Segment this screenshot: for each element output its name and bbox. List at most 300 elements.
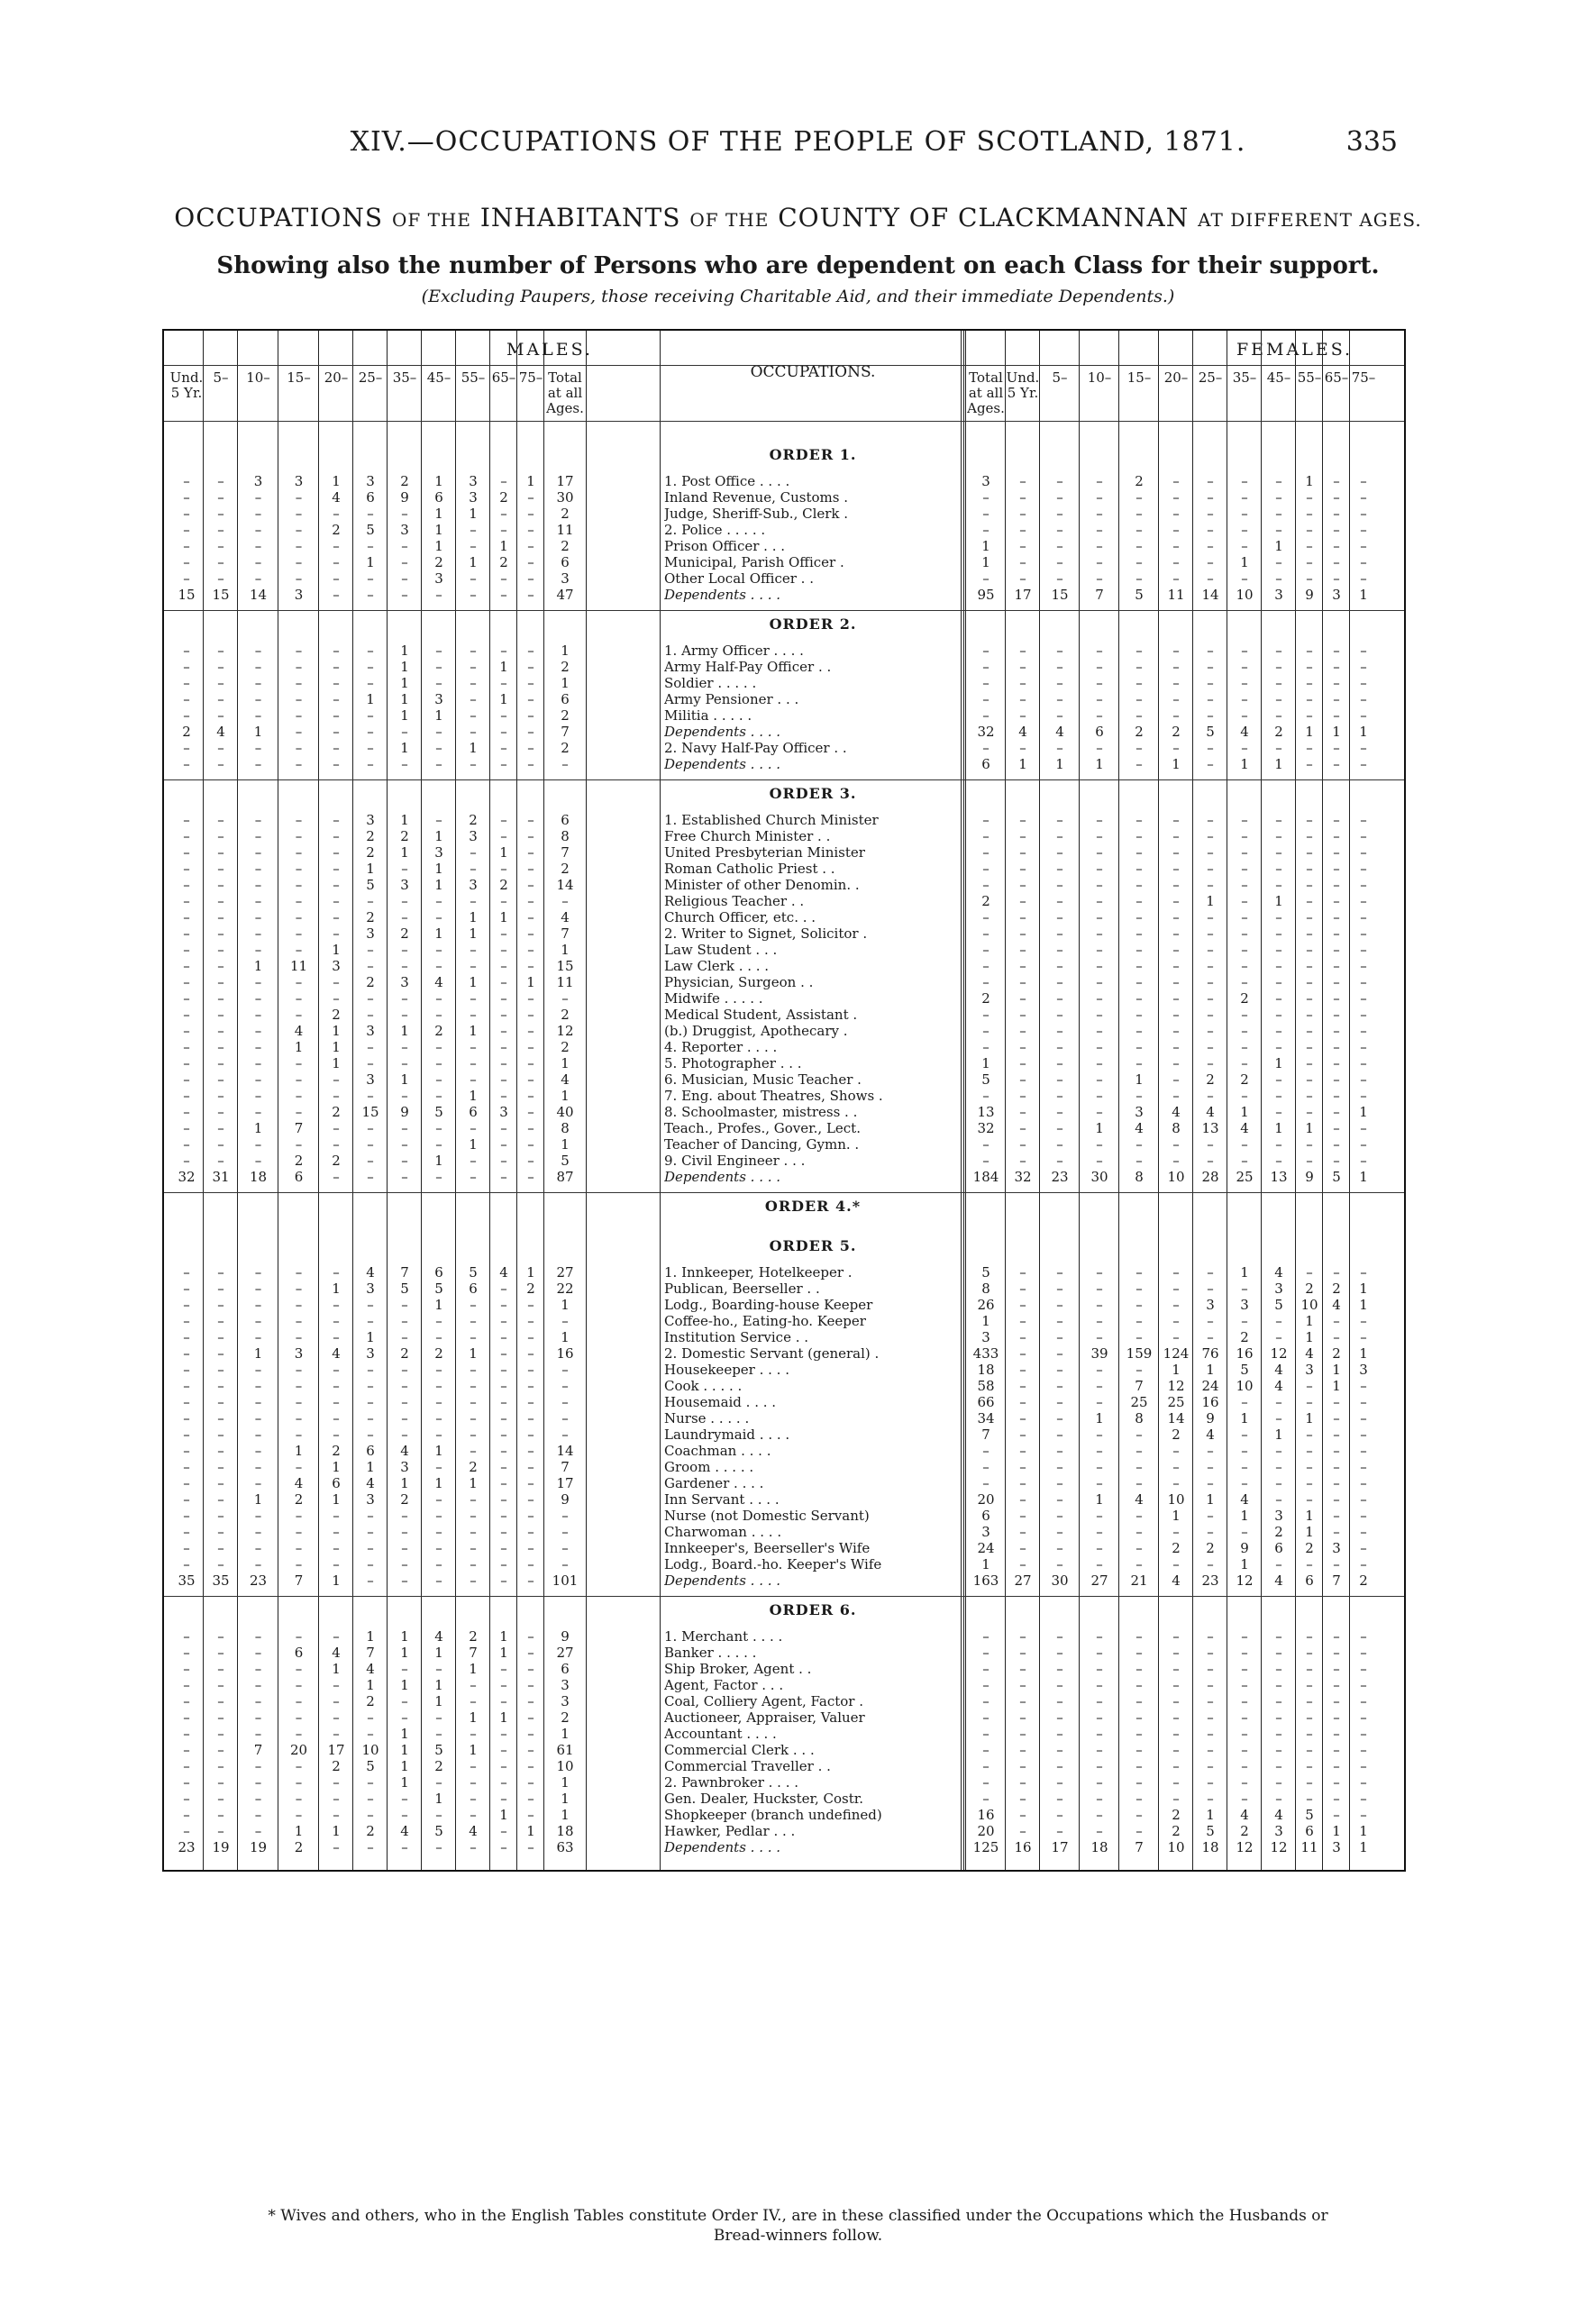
- female-cell: –: [1056, 1362, 1063, 1378]
- female-cell: 14: [1167, 1410, 1185, 1426]
- male-cell: –: [470, 1524, 477, 1540]
- female-cell: –: [1306, 675, 1313, 691]
- female-cell: –: [1172, 1055, 1180, 1071]
- male-cell: –: [500, 1572, 507, 1589]
- male-cell: –: [333, 925, 340, 942]
- male-cell: –: [333, 909, 340, 925]
- header-rule: [164, 421, 1404, 422]
- male-cell: –: [527, 1556, 534, 1572]
- female-age-column-header: 25–: [1198, 369, 1223, 386]
- male-cell: –: [401, 570, 408, 587]
- occupation-label: Dependents . . . .: [664, 756, 781, 772]
- male-cell: –: [527, 844, 534, 861]
- female-cell: –: [1241, 522, 1248, 538]
- female-cell: 7: [981, 1426, 990, 1443]
- female-cell: –: [1207, 990, 1214, 1007]
- male-cell: –: [295, 909, 303, 925]
- female-cell: 3: [1305, 1362, 1314, 1378]
- female-cell: –: [1360, 1693, 1367, 1709]
- female-cell: –: [1056, 1726, 1063, 1742]
- female-cell: –: [1333, 958, 1340, 974]
- female-cell: –: [1306, 1628, 1313, 1645]
- male-cell: –: [527, 1378, 534, 1394]
- female-cell: –: [1306, 1709, 1313, 1726]
- male-cell: 7: [366, 1645, 375, 1661]
- female-cell: –: [1207, 1055, 1214, 1071]
- female-cell: –: [1019, 1556, 1026, 1572]
- female-cell: –: [1275, 1313, 1282, 1329]
- female-cell: –: [1275, 1410, 1282, 1426]
- male-cell: 3: [366, 1491, 375, 1508]
- female-cell: –: [1241, 740, 1248, 756]
- female-cell: –: [1096, 1023, 1103, 1039]
- male-cell: –: [401, 538, 408, 554]
- female-cell: –: [1019, 1329, 1026, 1345]
- male-cell: 7: [561, 1459, 570, 1475]
- male-cell: –: [295, 1628, 303, 1645]
- female-cell: –: [1056, 1491, 1063, 1508]
- male-cell: –: [500, 958, 507, 974]
- female-cell: –: [1172, 522, 1180, 538]
- female-cell: –: [1019, 1661, 1026, 1677]
- female-cell: –: [1275, 1104, 1282, 1120]
- female-cell: –: [1275, 1758, 1282, 1774]
- female-cell: –: [1207, 1329, 1214, 1345]
- female-cell: 12: [1236, 1839, 1254, 1855]
- female-cell: –: [982, 570, 990, 587]
- male-cell: –: [183, 828, 190, 844]
- occupation-label: 1. Merchant . . . .: [664, 1628, 783, 1645]
- female-cell: –: [1360, 570, 1367, 587]
- male-cell: –: [183, 1426, 190, 1443]
- female-cell: –: [1360, 1410, 1367, 1426]
- male-cell: –: [500, 1410, 507, 1426]
- male-cell: –: [470, 1508, 477, 1524]
- male-cell: –: [527, 1572, 534, 1589]
- male-cell: 1: [400, 844, 409, 861]
- male-cell: –: [183, 909, 190, 925]
- table-row: [164, 1807, 1404, 1823]
- female-cell: –: [1360, 877, 1367, 893]
- male-cell: –: [527, 893, 534, 909]
- male-cell: 2: [332, 1007, 341, 1023]
- female-cell: 3: [1332, 587, 1341, 603]
- female-cell: –: [1056, 990, 1063, 1007]
- female-cell: 6: [981, 756, 990, 772]
- female-cell: –: [982, 844, 990, 861]
- male-cell: 1: [499, 1645, 508, 1661]
- male-cell: –: [500, 1677, 507, 1693]
- female-cell: –: [1306, 1742, 1313, 1758]
- male-cell: –: [183, 1088, 190, 1104]
- male-cell: –: [254, 844, 262, 861]
- female-cell: 4: [1332, 1297, 1341, 1313]
- female-cell: 18: [1090, 1839, 1108, 1855]
- female-cell: –: [1172, 1071, 1180, 1088]
- male-cell: 1: [469, 1345, 478, 1362]
- occupation-label: Soldier . . . . .: [664, 675, 757, 691]
- female-age-column-header: Total at all Ages.: [967, 369, 1005, 416]
- female-cell: 3: [1135, 1104, 1144, 1120]
- occupation-label: Charwoman . . . .: [664, 1524, 782, 1540]
- male-cell: 1: [469, 909, 478, 925]
- female-cell: –: [1096, 1104, 1103, 1120]
- female-cell: –: [1207, 1459, 1214, 1475]
- female-cell: 1: [1240, 1556, 1249, 1572]
- occupation-label: Teacher of Dancing, Gymn. .: [664, 1136, 860, 1153]
- female-cell: 27: [1014, 1572, 1032, 1589]
- female-cell: –: [1333, 877, 1340, 893]
- male-cell: –: [254, 861, 262, 877]
- male-cell: –: [561, 1313, 569, 1329]
- female-cell: –: [1135, 974, 1143, 990]
- female-cell: –: [1333, 1426, 1340, 1443]
- male-cell: 6: [294, 1169, 304, 1185]
- male-cell: –: [254, 570, 262, 587]
- female-cell: –: [1306, 740, 1313, 756]
- male-cell: –: [435, 1839, 442, 1855]
- female-cell: –: [1207, 707, 1214, 724]
- female-cell: –: [1333, 489, 1340, 506]
- female-cell: –: [1135, 1677, 1143, 1693]
- table-row: [164, 1088, 1404, 1104]
- male-cell: –: [295, 812, 303, 828]
- female-cell: –: [982, 1443, 990, 1459]
- female-cell: –: [1360, 675, 1367, 691]
- female-cell: –: [1275, 974, 1282, 990]
- female-cell: –: [1135, 1758, 1143, 1774]
- male-cell: –: [217, 877, 224, 893]
- male-cell: –: [527, 1774, 534, 1791]
- female-cell: –: [1096, 1378, 1103, 1394]
- occupation-label: Dependents . . . .: [664, 724, 781, 740]
- male-cell: –: [435, 1572, 442, 1589]
- female-cell: 2: [1172, 724, 1181, 740]
- female-cell: 1: [1240, 1104, 1249, 1120]
- female-cell: –: [1275, 740, 1282, 756]
- female-cell: 2: [1240, 1823, 1249, 1839]
- male-cell: –: [470, 1726, 477, 1742]
- male-cell: 9: [400, 489, 409, 506]
- female-cell: –: [1207, 974, 1214, 990]
- male-cell: 1: [434, 1153, 443, 1169]
- female-cell: –: [1360, 1023, 1367, 1039]
- male-cell: 2: [499, 554, 508, 570]
- male-cell: –: [527, 1628, 534, 1645]
- male-cell: –: [295, 942, 303, 958]
- male-cell: 1: [366, 1677, 375, 1693]
- male-cell: 4: [499, 1264, 508, 1281]
- table-row: [164, 643, 1404, 659]
- occupation-label: 2. Pawnbroker . . . .: [664, 1774, 799, 1791]
- male-cell: –: [217, 942, 224, 958]
- table-row: [164, 1709, 1404, 1726]
- male-age-column-header: 10–: [246, 369, 270, 386]
- female-cell: –: [1306, 1475, 1313, 1491]
- female-cell: –: [1275, 643, 1282, 659]
- title-part: COUNTY OF CLACKMANNAN: [769, 203, 1199, 232]
- female-cell: –: [1135, 707, 1143, 724]
- male-cell: 1: [434, 707, 443, 724]
- male-cell: –: [183, 538, 190, 554]
- female-cell: –: [1241, 489, 1248, 506]
- female-cell: 95: [977, 587, 995, 603]
- female-cell: –: [1275, 1153, 1282, 1169]
- male-cell: –: [367, 1774, 374, 1791]
- female-cell: –: [1056, 1281, 1063, 1297]
- female-cell: –: [1306, 1378, 1313, 1394]
- female-cell: –: [1275, 1071, 1282, 1088]
- male-cell: –: [217, 1329, 224, 1345]
- female-cell: –: [1172, 1556, 1180, 1572]
- female-cell: 20: [977, 1491, 995, 1508]
- male-cell: –: [500, 1023, 507, 1039]
- female-cell: –: [1096, 828, 1103, 844]
- female-cell: 1: [1206, 1491, 1215, 1508]
- male-cell: 1: [469, 1088, 478, 1104]
- male-cell: 7: [294, 1572, 304, 1589]
- male-cell: 1: [253, 1345, 263, 1362]
- male-cell: 2: [332, 522, 341, 538]
- page-header-title: XIV.—OCCUPATIONS OF THE PEOPLE OF SCOTLAND, 1871.: [350, 126, 1246, 158]
- male-cell: 7: [294, 1120, 304, 1136]
- female-cell: –: [1135, 570, 1143, 587]
- male-cell: 1: [561, 1329, 570, 1345]
- male-cell: 1: [253, 1120, 263, 1136]
- male-cell: –: [333, 1169, 340, 1185]
- female-cell: –: [1172, 554, 1180, 570]
- male-cell: 15: [178, 587, 196, 603]
- male-cell: 9: [400, 1104, 409, 1120]
- male-cell: –: [217, 974, 224, 990]
- female-cell: –: [1172, 1645, 1180, 1661]
- male-cell: –: [183, 1039, 190, 1055]
- order-heading: ORDER 3.: [769, 785, 857, 802]
- male-cell: 1: [499, 1628, 508, 1645]
- male-cell: –: [254, 675, 262, 691]
- female-cell: –: [1135, 909, 1143, 925]
- female-cell: –: [1019, 489, 1026, 506]
- female-cell: –: [1207, 1661, 1214, 1677]
- female-cell: –: [1172, 1153, 1180, 1169]
- male-cell: 6: [561, 554, 570, 570]
- male-cell: 1: [469, 1136, 478, 1153]
- male-cell: –: [333, 691, 340, 707]
- female-age-column-header: 45–: [1266, 369, 1291, 386]
- male-cell: 3: [366, 925, 375, 942]
- female-cell: –: [1019, 974, 1026, 990]
- female-cell: –: [1360, 1556, 1367, 1572]
- male-cell: 27: [556, 1645, 574, 1661]
- male-cell: 1: [434, 1791, 443, 1807]
- male-cell: –: [333, 844, 340, 861]
- male-cell: –: [470, 538, 477, 554]
- female-cell: –: [1306, 538, 1313, 554]
- table-row: [164, 1645, 1404, 1661]
- female-cell: –: [1306, 1007, 1313, 1023]
- female-cell: –: [982, 506, 990, 522]
- female-cell: –: [1096, 538, 1103, 554]
- male-cell: 3: [366, 1345, 375, 1362]
- table-row: [164, 942, 1404, 958]
- female-cell: 3: [1206, 1297, 1215, 1313]
- female-cell: –: [1135, 756, 1143, 772]
- male-cell: 1: [434, 473, 443, 489]
- female-cell: –: [1333, 1136, 1340, 1153]
- male-cell: 19: [249, 1839, 268, 1855]
- female-cell: 4: [1274, 1378, 1283, 1394]
- female-cell: –: [1241, 1475, 1248, 1491]
- female-cell: –: [1019, 861, 1026, 877]
- occupation-label: Law Clerk . . . .: [664, 958, 770, 974]
- female-cell: –: [1019, 1709, 1026, 1726]
- female-cell: –: [1019, 1039, 1026, 1055]
- table-row: [164, 1426, 1404, 1443]
- male-cell: –: [561, 893, 569, 909]
- male-cell: –: [435, 893, 442, 909]
- female-cell: –: [1135, 643, 1143, 659]
- male-cell: 1: [469, 506, 478, 522]
- male-cell: –: [333, 643, 340, 659]
- female-cell: –: [1360, 1540, 1367, 1556]
- occupation-label: 5. Photographer . . .: [664, 1055, 802, 1071]
- male-cell: 1: [366, 1459, 375, 1475]
- female-cell: –: [1019, 1313, 1026, 1329]
- female-cell: –: [982, 643, 990, 659]
- male-cell: –: [367, 1362, 374, 1378]
- female-cell: –: [1207, 1475, 1214, 1491]
- male-cell: –: [333, 756, 340, 772]
- male-cell: –: [295, 1426, 303, 1443]
- male-cell: –: [254, 1459, 262, 1475]
- male-cell: 2: [469, 1628, 478, 1645]
- male-cell: 87: [556, 1169, 574, 1185]
- male-cell: –: [183, 1491, 190, 1508]
- male-cell: –: [470, 1693, 477, 1709]
- female-cell: –: [1207, 1628, 1214, 1645]
- female-cell: –: [1241, 659, 1248, 675]
- male-cell: –: [561, 1362, 569, 1378]
- male-cell: –: [217, 707, 224, 724]
- female-cell: 1: [1240, 554, 1249, 570]
- male-cell: –: [333, 1693, 340, 1709]
- female-cell: –: [1056, 1508, 1063, 1524]
- male-cell: –: [333, 1709, 340, 1726]
- male-cell: –: [527, 587, 534, 603]
- male-cell: –: [295, 756, 303, 772]
- male-cell: 15: [361, 1104, 379, 1120]
- female-cell: –: [1360, 1677, 1367, 1693]
- male-cell: 2: [434, 1758, 443, 1774]
- male-cell: –: [295, 1410, 303, 1426]
- male-cell: –: [254, 1661, 262, 1677]
- male-cell: –: [217, 893, 224, 909]
- female-cell: –: [1019, 1410, 1026, 1426]
- male-cell: –: [500, 1378, 507, 1394]
- male-cell: –: [527, 707, 534, 724]
- male-cell: –: [435, 812, 442, 828]
- male-cell: –: [333, 1791, 340, 1807]
- male-cell: –: [183, 1693, 190, 1709]
- male-cell: –: [435, 1007, 442, 1023]
- male-cell: –: [500, 861, 507, 877]
- female-cell: 1: [1240, 1410, 1249, 1426]
- male-cell: –: [183, 643, 190, 659]
- male-cell: –: [217, 1023, 224, 1039]
- male-cell: –: [295, 1540, 303, 1556]
- female-cell: 1: [1055, 756, 1064, 772]
- female-cell: –: [1135, 522, 1143, 538]
- female-cell: –: [1207, 1791, 1214, 1807]
- male-cell: –: [527, 1661, 534, 1677]
- male-cell: –: [295, 489, 303, 506]
- male-cell: 1: [366, 1329, 375, 1345]
- female-cell: –: [1360, 506, 1367, 522]
- female-cell: 125: [972, 1839, 999, 1855]
- female-cell: –: [1135, 1823, 1143, 1839]
- female-cell: –: [1135, 1136, 1143, 1153]
- male-cell: –: [217, 1491, 224, 1508]
- male-cell: 3: [366, 1071, 375, 1088]
- female-cell: –: [1306, 877, 1313, 893]
- male-cell: –: [500, 1774, 507, 1791]
- female-cell: –: [1056, 1645, 1063, 1661]
- female-cell: –: [1096, 1136, 1103, 1153]
- female-cell: –: [1360, 489, 1367, 506]
- male-cell: 8: [561, 1120, 570, 1136]
- female-cell: –: [982, 1007, 990, 1023]
- male-cell: –: [500, 1345, 507, 1362]
- female-cell: 15: [1051, 587, 1069, 603]
- occupation-label: 1. Army Officer . . . .: [664, 643, 804, 659]
- male-cell: –: [470, 1540, 477, 1556]
- male-cell: –: [401, 587, 408, 603]
- male-cell: –: [500, 1556, 507, 1572]
- female-cell: –: [1241, 506, 1248, 522]
- female-cell: –: [1333, 844, 1340, 861]
- male-cell: –: [333, 724, 340, 740]
- male-cell: –: [295, 1774, 303, 1791]
- male-cell: –: [527, 1007, 534, 1023]
- male-cell: 3: [294, 1345, 304, 1362]
- female-cell: –: [1241, 1774, 1248, 1791]
- male-cell: 3: [366, 812, 375, 828]
- female-cell: –: [1056, 1055, 1063, 1071]
- male-cell: –: [435, 1313, 442, 1329]
- male-cell: –: [217, 1540, 224, 1556]
- female-cell: 1: [1332, 1378, 1341, 1394]
- female-cell: –: [1172, 1742, 1180, 1758]
- female-cell: –: [1360, 1475, 1367, 1491]
- male-cell: –: [333, 1264, 340, 1281]
- male-cell: –: [470, 659, 477, 675]
- female-cell: 1: [1274, 538, 1283, 554]
- female-cell: 3: [1274, 1508, 1283, 1524]
- female-cell: 6: [1305, 1572, 1314, 1589]
- male-cell: –: [295, 828, 303, 844]
- order-heading: ORDER 1.: [769, 446, 857, 463]
- female-cell: –: [1096, 1264, 1103, 1281]
- male-cell: –: [333, 1774, 340, 1791]
- female-cell: 58: [977, 1378, 995, 1394]
- male-cell: 1: [561, 1088, 570, 1104]
- male-cell: 30: [556, 489, 574, 506]
- male-cell: –: [217, 1709, 224, 1726]
- male-cell: –: [527, 522, 534, 538]
- female-cell: –: [1056, 909, 1063, 925]
- male-cell: –: [500, 1839, 507, 1855]
- male-cell: –: [367, 1313, 374, 1329]
